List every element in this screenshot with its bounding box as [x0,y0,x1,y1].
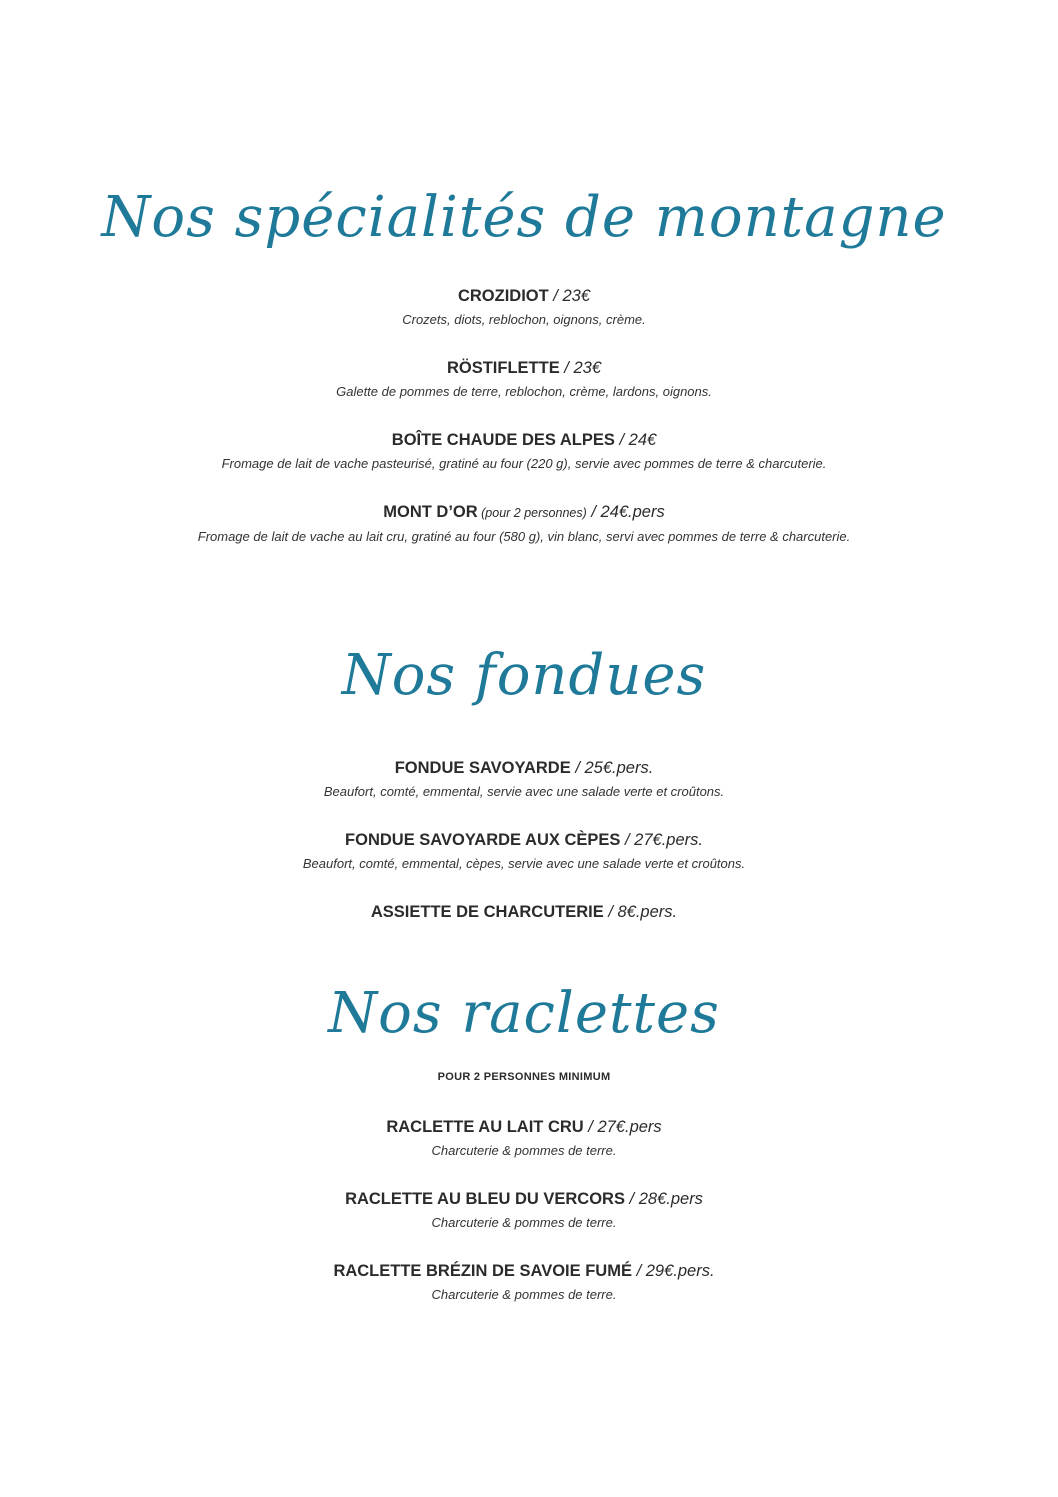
dish-description: Charcuterie & pommes de terre. [431,1143,617,1158]
dish-fondue-cepes [0,830,1048,873]
dish-name: RÖSTIFLETTE [446,359,560,377]
dish-name: RACLETTE AU LAIT CRU [386,1118,584,1136]
dish-name: FONDUE SAVOYARDE [394,759,571,777]
dish-assiette-charcuterie [0,902,1048,922]
dish-boite-chaude [0,430,1048,473]
dish-crozidiot [0,286,1048,329]
dish-price: / 23€ [548,287,591,305]
dish-price: / 24€.pers [586,503,665,521]
dish-name: FONDUE SAVOYARDE AUX CÈPES [345,831,621,849]
dish-price: / 24€ [614,431,657,449]
dish-price: / 23€ [559,359,602,377]
dish-raclette-lait-cru [0,1117,1048,1160]
dish-note: (pour 2 personnes) [477,506,587,520]
dish-raclette-bleu-vercors [0,1189,1048,1232]
dish-price: / 8€.pers. [603,903,678,921]
section-title-montagne: Nos spécialités de montagne [101,185,947,250]
dish-name: RACLETTE AU BLEU DU VERCORS [345,1190,625,1208]
dish-price: / 28€.pers [624,1190,703,1208]
dish-price: / 29€.pers. [631,1262,715,1280]
dish-rostiflette [0,358,1048,401]
dish-description: Crozets, diots, reblochon, oignons, crème. [402,312,646,327]
dish-description: Beaufort, comté, emmental, servie avec une salade verte et croûtons. [323,784,725,799]
dish-raclette-brezin [0,1261,1048,1304]
dish-price: / 25€.pers. [570,759,654,777]
dish-price: / 27€.pers [583,1118,662,1136]
dish-description: Fromage de lait de vache pasteurisé, gratiné au four (220 g), servie avec pommes de terre & charcuterie. [221,456,827,471]
dish-description: Beaufort, comté, emmental, cèpes, servie avec une salade verte et croûtons. [302,856,746,871]
dish-name: ASSIETTE DE CHARCUTERIE [370,903,604,921]
raclettes-subtitle: POUR 2 PERSONNES MINIMUM [437,1071,611,1083]
dish-name: BOÎTE CHAUDE DES ALPES [391,431,615,449]
dish-description: Charcuterie & pommes de terre. [431,1287,617,1302]
section-title-fondues: Nos fondues [341,643,707,708]
dish-description: Charcuterie & pommes de terre. [431,1215,617,1230]
dish-name: MONT D’OR [383,503,478,521]
dish-mont-dor [0,502,1048,546]
section-title-raclettes: Nos raclettes [328,981,720,1046]
dish-price: / 27€.pers. [620,831,703,849]
dish-name: CROZIDIOT [457,287,549,305]
dish-fondue-savoyarde [0,758,1048,801]
dish-name: RACLETTE BRÉZIN DE SAVOIE FUMÉ [333,1262,632,1280]
dish-description: Galette de pommes de terre, reblochon, crème, lardons, oignons. [336,384,712,399]
dish-description: Fromage de lait de vache au lait cru, gratiné au four (580 g), vin blanc, servi avec pommes de terre & charcuterie. [197,529,851,544]
